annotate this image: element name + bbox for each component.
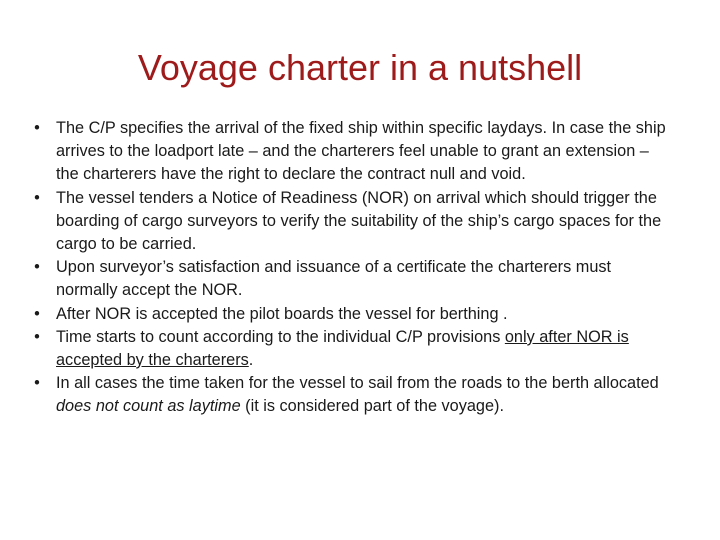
bullet-text-italic: does not count as laytime: [56, 397, 241, 416]
bullet-icon: •: [34, 304, 40, 323]
bullet-item: [30, 187, 670, 257]
bullet-item: [30, 303, 670, 326]
bullet-icon: •: [34, 188, 40, 207]
bullet-text-part: (it is considered part of the voyage).: [240, 397, 504, 416]
bullet-icon: •: [34, 327, 40, 346]
bullet-text: The C/P specifies the arrival of the fixed ship within specific laydays. In case the ship arrives to the loadport late – and the charterers feel unable to grant an extension – the charterers have the right to declare the contract null and void.: [56, 119, 666, 184]
bullet-list: [30, 117, 670, 419]
bullet-item: [30, 372, 670, 418]
bullet-text-part: Time starts to count according to the individual C/P provisions: [56, 327, 505, 346]
slide-title: Voyage charter in a nutshell: [137, 47, 583, 88]
bullet-text-underlined: only after NOR is accepted by the charterers: [56, 327, 629, 370]
bullet-item: [30, 117, 670, 187]
bullet-text-part: In all cases the time taken for the vessel to sail from the roads to the berth allocated: [56, 374, 659, 393]
bullet-item: [30, 326, 670, 372]
bullet-icon: •: [34, 258, 40, 277]
bullet-text-part: .: [248, 351, 254, 370]
bullet-icon: •: [34, 119, 40, 137]
bullet-text: The vessel tenders a Notice of Readiness (NOR) on arrival which should trigger the boarding of cargo surveyors to verify the suitability of the ship’s cargo spaces for the cargo to be carried.: [56, 188, 662, 254]
bullet-icon: •: [34, 374, 40, 393]
bullet-text: Upon surveyor’s satisfaction and issuance of a certificate the charterers must normally accept the NOR.: [56, 258, 612, 300]
bullet-text: After NOR is accepted the pilot boards the vessel for berthing .: [56, 304, 508, 323]
bullet-item: [30, 256, 670, 302]
